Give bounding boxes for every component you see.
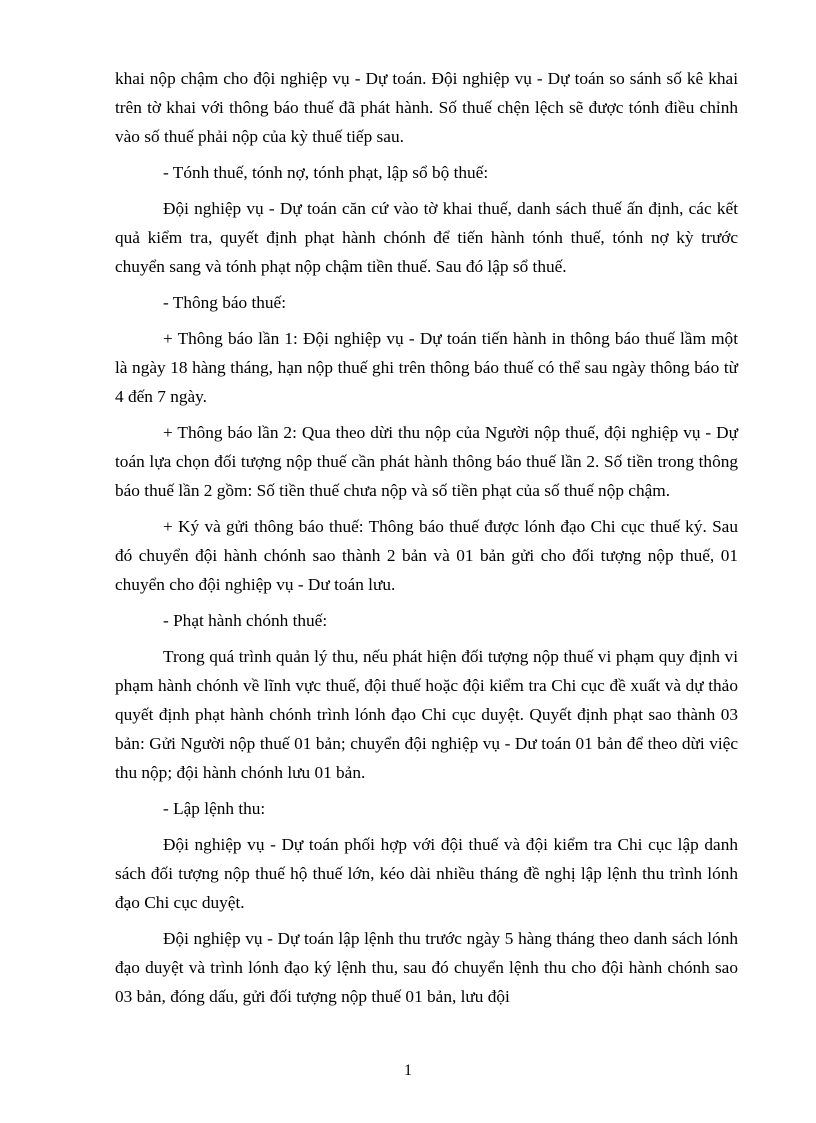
document-body (115, 64, 738, 1018)
paragraph-lap-lenh-thu-2: Đội nghiệp vụ - Dự toán lập lệnh thu trước ngày 5 hàng tháng theo danh sách lónh đạo duyệt và trình lónh đạo ký lệnh thu, sau đó chuyển lệnh thu cho đội hành chónh sao 03 bản, đóng dấu, gửi đối tượng nộp thuế 01 bản, lưu đội (115, 929, 738, 1006)
heading-phat-hanh-chinh: - Phạt hành chónh thuế: (163, 611, 328, 630)
paragraph-ky-va-gui: + Ký và gửi thông báo thuế: Thông báo thuế được lónh đạo Chi cục thuế ký. Sau đó chuyển đội hành chónh sao thành 2 bản và 01 bản gửi cho đối tượng nộp thuế, 01 chuyển cho đội nghiệp vụ - Dư toán lưu. (115, 517, 738, 594)
heading-tinh-thue: - Tónh thuế, tónh nợ, tónh phạt, lập sổ bộ thuế: (163, 163, 489, 182)
paragraph-thong-bao-lan-1: + Thông báo lần 1: Đội nghiệp vụ - Dự toán tiến hành in thông báo thuế lầm một là ngày 18 hàng tháng, hạn nộp thuế ghi trên thông báo thuế có thể sau ngày thông báo từ 4 đến 7 ngày. (115, 329, 738, 406)
paragraph-tinh-thue: Đội nghiệp vụ - Dự toán căn cứ vào tờ khai thuế, danh sách thuế ấn định, các kết quả kiểm tra, quyết định phạt hành chónh để tiến hành tónh thuế, tónh nợ kỳ trước chuyển sang và tónh phạt nộp chậm tiền thuế. Sau đó lập sổ thuế. (115, 199, 738, 276)
paragraph-continuation: khai nộp chậm cho đội nghiệp vụ - Dự toán. Đội nghiệp vụ - Dự toán so sánh số kê khai trên tờ khai với thông báo thuế đã phát hành. Số thuế chện lệch sẽ được tónh điều chỉnh vào số thuế phải nộp của kỳ thuế tiếp sau. (115, 69, 738, 146)
heading-thong-bao-thue: - Thông báo thuế: (163, 293, 287, 312)
page-number: 1 (404, 1062, 412, 1079)
paragraph-phat-hanh-chinh: Trong quá trình quản lý thu, nếu phát hiện đối tượng nộp thuế vi phạm quy định vi phạm hành chónh về lĩnh vực thuế, đội thuế hoặc đội kiểm tra Chi cục đề xuất và dự thảo quyết định phạt hành chónh trình lónh đạo Chi cục duyệt. Quyết định phạt sao thành 03 bản: Gửi Người nộp thuế 01 bản; chuyển đội nghiệp vụ - Dư toán 01 bản để theo dừi việc thu nộp; đội hành chónh lưu 01 bản. (115, 647, 738, 782)
heading-lap-lenh-thu: - Lập lệnh thu: (163, 799, 266, 818)
paragraph-lap-lenh-thu-1: Đội nghiệp vụ - Dự toán phối hợp với đội thuế và đội kiểm tra Chi cục lập danh sách đối tượng nộp thuế hộ thuế lớn, kéo dài nhiều tháng đề nghị lập lệnh thu trình lónh đạo Chi cục duyệt. (115, 835, 738, 912)
paragraph-thong-bao-lan-2: + Thông báo lần 2: Qua theo dừi thu nộp của Người nộp thuế, đội nghiệp vụ - Dự toán lựa chọn đối tượng nộp thuế cần phát hành thông báo thuế lần 2. Số tiền trong thông báo thuế lần 2 gồm: Số tiền thuế chưa nộp và số tiền phạt của số thuế nộp chậm. (115, 423, 738, 500)
